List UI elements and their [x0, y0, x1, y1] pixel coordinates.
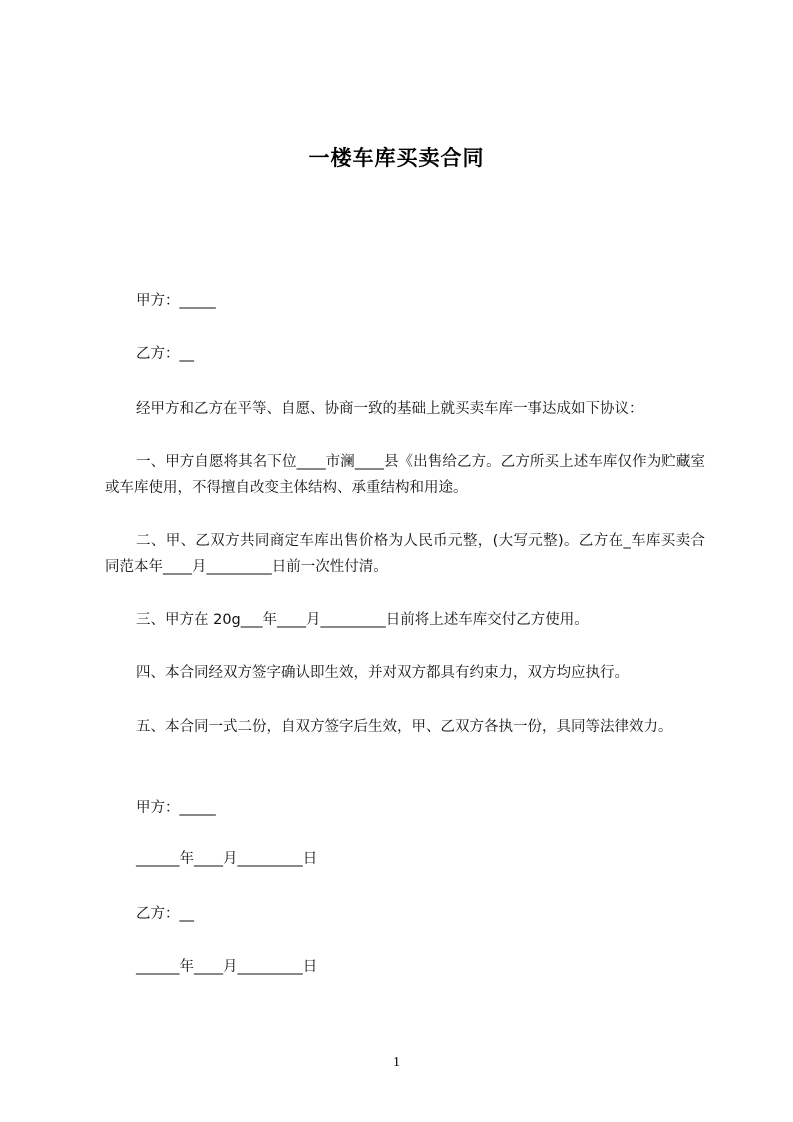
signature-party-b-date: ______年____月_________日: [136, 959, 318, 975]
clause-1-paragraph: 一、甲方自愿将其名下位____市澜____县《出售给乙方。乙方所买上述车库仅作为贮藏室或车库使用，不得擅自改变主体结构、承重结构和用途。: [105, 454, 705, 496]
party-a-line: 甲方：_____: [136, 293, 216, 309]
preamble-paragraph: 经甲方和乙方在平等、自愿、协商一致的基础上就买卖车库一事达成如下协议：: [136, 401, 644, 417]
clause-2-paragraph: 二、甲、乙双方共同商定车库出售价格为人民币元整，(大写元整)。乙方在_车库买卖合同范本年____月_________日前一次性付清。: [105, 533, 705, 575]
page-number: 1: [393, 1055, 400, 1070]
signature-party-a-label: 甲方：_____: [136, 800, 216, 816]
clause-3-paragraph: 三、甲方在 20g___年____月_________日前将上述车库交付乙方使用。: [136, 612, 589, 628]
document-title: 一楼车库买卖合同: [308, 146, 485, 170]
clause-5-paragraph: 五、本合同一式二份，自双方签字后生效，甲、乙双方各执一份，具同等法律效力。: [136, 719, 673, 735]
signature-party-a-date: ______年____月_________日: [136, 851, 318, 867]
party-b-line: 乙方：__: [136, 346, 194, 362]
clause-4-paragraph: 四、本合同经双方签字确认即生效，并对双方都具有约束力，双方均应执行。: [136, 665, 629, 681]
signature-party-b-label: 乙方：__: [136, 906, 194, 922]
